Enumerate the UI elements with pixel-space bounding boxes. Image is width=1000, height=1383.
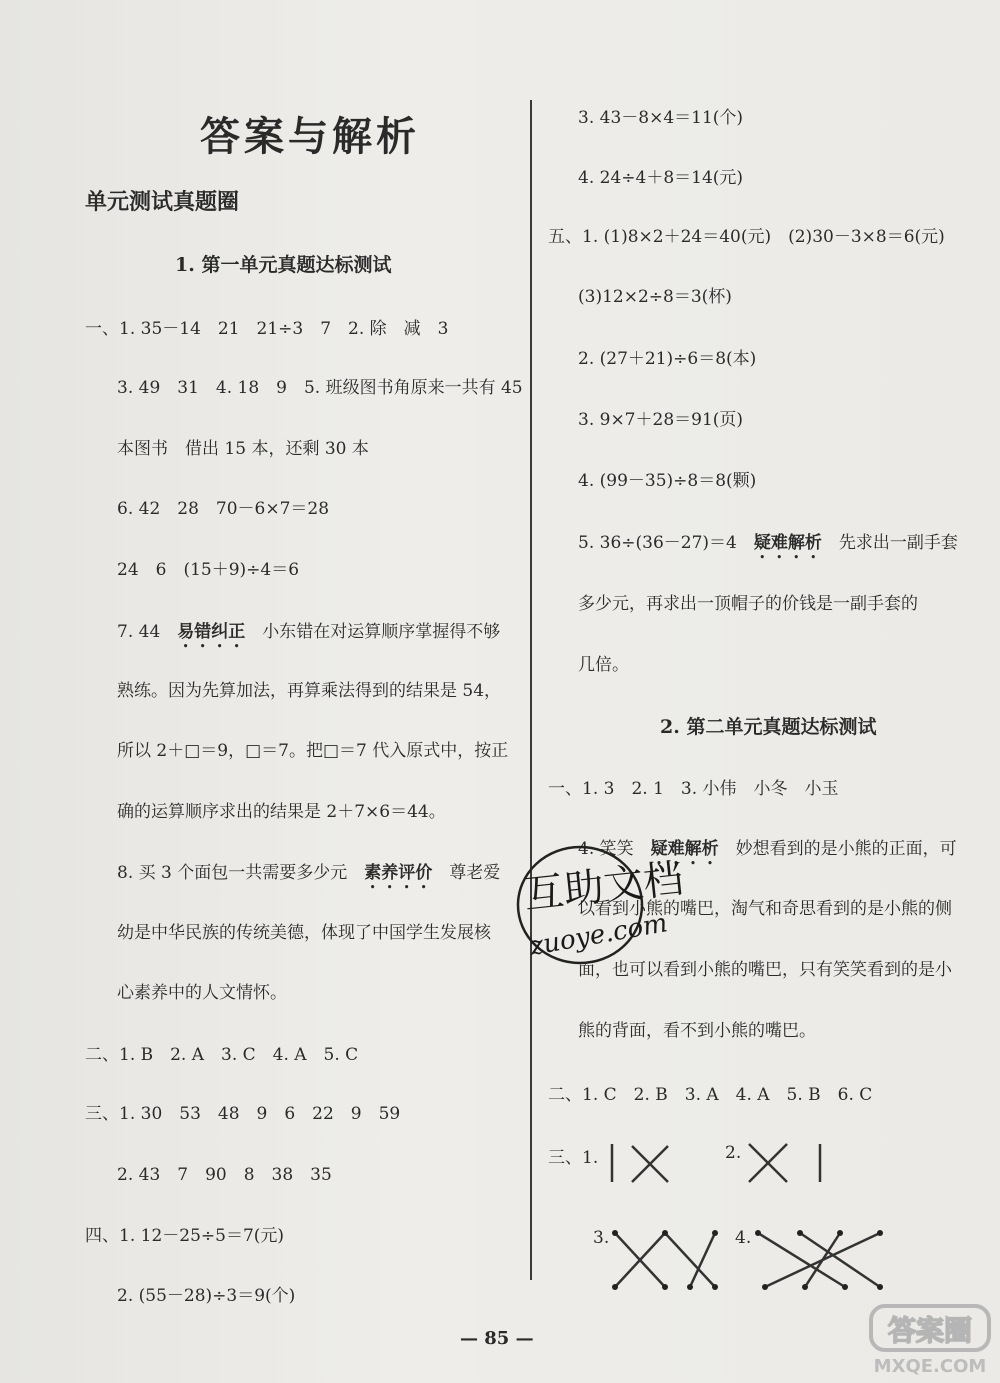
matching-label: 三、1. (548, 1148, 599, 1168)
answer-line: 五、1. (1)8×2＋24＝40(元) (2)30－3×8＝6(元) (548, 227, 945, 247)
answer-line: 4. 24÷4＋8＝14(元) (578, 168, 744, 188)
matching-diagram-4 (750, 1225, 890, 1295)
answer-line: 多少元，再求出一顶帽子的价钱是一副手套的 (578, 594, 918, 614)
unit1-title: 1. 第一单元真题达标测试 (175, 254, 392, 276)
literacy-evaluation-tag: 素养评价 (364, 863, 433, 883)
answer-line: 三、1. 30 53 48 9 6 22 9 59 (85, 1104, 401, 1124)
answer-line: 2. (55－28)÷3＝9(个) (117, 1286, 296, 1306)
difficulty-analysis-tag: 疑难解析 (753, 533, 822, 553)
answer-line: (3)12×2÷8＝3(杯) (578, 287, 732, 307)
unit2-title: 2. 第二单元真题达标测试 (660, 716, 877, 738)
answer-line: 7. 44 易错纠正 小东错在对运算顺序掌握得不够 (117, 622, 501, 642)
answer-line: 一、1. 3 2. 1 3. 小伟 小冬 小玉 (548, 779, 839, 799)
column-divider (530, 100, 532, 1280)
corner-logo (865, 1300, 995, 1380)
page-number: — 85 — (460, 1328, 534, 1349)
stamp-text: 互助文档 (521, 855, 686, 919)
answer-line: 3. 43－8×4＝11(个) (578, 108, 744, 128)
logo-text: 答案圈 (887, 1314, 973, 1347)
answer-line: 2. (27＋21)÷6＝8(本) (578, 349, 757, 369)
matching-diagram-1a (600, 1138, 670, 1188)
answer-line: 幼是中华民族的传统美德，体现了中国学生发展核 (117, 923, 491, 943)
answer-line: 面，也可以看到小熊的嘴巴，只有笑笑看到的是小 (578, 960, 952, 980)
error-correction-tag: 易错纠正 (177, 622, 246, 642)
matching-diagram-2 (745, 1138, 835, 1188)
logo-url: MXQE.COM (873, 1356, 987, 1377)
answer-line: 四、1. 12－25÷5＝7(元) (85, 1226, 285, 1246)
answer-line: 确的运算顺序求出的结果是 2＋7×6＝44。 (117, 802, 446, 822)
answer-line: 4. (99－35)÷8＝8(颗) (578, 471, 757, 491)
answer-line: 心素养中的人文情怀。 (117, 983, 287, 1003)
answer-line: 4. 笑笑 疑难解析 妙想看到的是小熊的正面，可 (578, 839, 957, 859)
answer-line: 一、1. 35－14 21 21÷3 7 2. 除 减 3 (85, 319, 449, 339)
section-heading: 单元测试真题圈 (85, 189, 240, 215)
answer-line: 几倍。 (578, 655, 629, 675)
answer-line: 以看到小熊的嘴巴，淘气和奇思看到的是小熊的侧 (578, 899, 952, 919)
answer-line: 熟练。因为先算加法，再算乘法得到的结果是 54， (117, 681, 502, 701)
answer-line: 8. 买 3 个面包一共需要多少元 素养评价 尊老爱 (117, 863, 501, 883)
answer-line: 所以 2＋□＝9，□＝7。把□＝7 代入原式中，按正 (117, 741, 509, 761)
watermark-stamp (505, 825, 705, 975)
stamp-url: zuoye.com (527, 908, 670, 962)
answer-line: 6. 42 28 70－6×7＝28 (117, 499, 330, 519)
answer-line: 5. 36÷(36－27)＝4 疑难解析 先求出一副手套 (578, 533, 958, 553)
answer-line: 二、1. C 2. B 3. A 4. A 5. B 6. C (548, 1085, 873, 1105)
difficulty-analysis-tag: 疑难解析 (650, 839, 719, 859)
page-title: 答案与解析 (200, 113, 420, 160)
matching-diagram-3 (605, 1225, 730, 1295)
answer-line: 本图书 借出 15 本，还剩 30 本 (117, 439, 369, 459)
matching-label: 2. (725, 1143, 742, 1163)
matching-label: 4. (735, 1228, 752, 1248)
answer-line: 2. 43 7 90 8 38 35 (117, 1165, 332, 1185)
matching-label: 3. (593, 1228, 610, 1248)
answer-line: 3. 9×7＋28＝91(页) (578, 410, 744, 430)
answer-line: 3. 49 31 4. 18 9 5. 班级图书角原来一共有 45 (117, 378, 523, 398)
answer-line: 24 6 (15＋9)÷4＝6 (117, 560, 300, 580)
answer-line: 二、1. B 2. A 3. C 4. A 5. C (85, 1045, 359, 1065)
answer-line: 熊的背面，看不到小熊的嘴巴。 (578, 1021, 816, 1041)
